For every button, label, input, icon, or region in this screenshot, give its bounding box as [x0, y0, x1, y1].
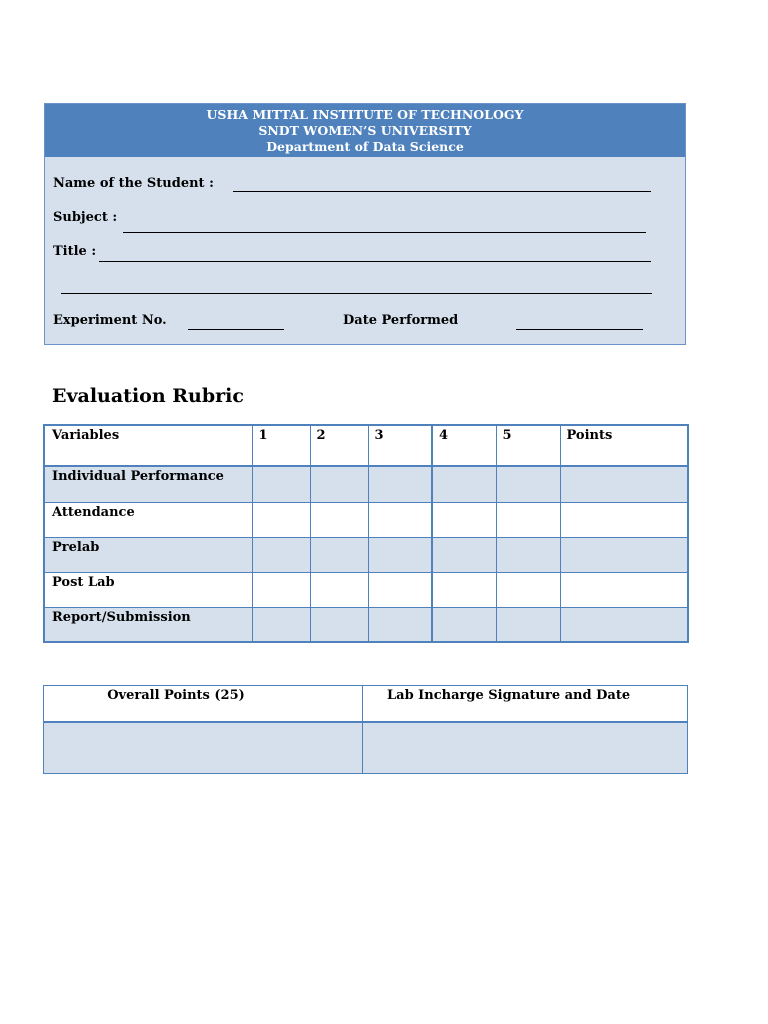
score-cell-4[interactable] [432, 502, 496, 537]
column-header-4: 4 [432, 425, 496, 466]
department-name: Department of Data Science [266, 139, 464, 154]
summary-value-row [44, 722, 688, 774]
rubric-row-individual-performance [44, 466, 688, 502]
row-label: Post Lab [44, 572, 252, 607]
lab-incharge-signature-header: Lab Incharge Signature and Date [363, 686, 688, 722]
overall-points-header: Overall Points (25) [44, 686, 363, 722]
row-label: Prelab [44, 537, 252, 572]
column-header-2: 2 [310, 425, 368, 466]
points-cell[interactable] [560, 537, 688, 572]
subject-field[interactable] [123, 232, 646, 233]
section-title: Evaluation Rubric [52, 385, 244, 407]
title-field-continued[interactable] [61, 293, 652, 294]
score-cell-2[interactable] [310, 466, 368, 502]
points-cell[interactable] [560, 466, 688, 502]
score-cell-1[interactable] [252, 607, 310, 642]
score-cell-5[interactable] [496, 466, 560, 502]
institution-header [45, 104, 685, 157]
score-cell-4[interactable] [432, 466, 496, 502]
score-cell-5[interactable] [496, 502, 560, 537]
score-cell-5[interactable] [496, 572, 560, 607]
date-performed-field[interactable] [516, 329, 643, 330]
score-cell-4[interactable] [432, 537, 496, 572]
score-cell-3[interactable] [368, 537, 432, 572]
score-cell-1[interactable] [252, 537, 310, 572]
column-header-3: 3 [368, 425, 432, 466]
score-cell-2[interactable] [310, 502, 368, 537]
column-header-1: 1 [252, 425, 310, 466]
student-name-field[interactable] [233, 191, 651, 192]
score-cell-3[interactable] [368, 502, 432, 537]
column-header-variables: Variables [44, 425, 252, 466]
score-cell-4[interactable] [432, 607, 496, 642]
points-cell[interactable] [560, 607, 688, 642]
score-cell-1[interactable] [252, 466, 310, 502]
score-cell-3[interactable] [368, 607, 432, 642]
summary-table [43, 685, 688, 774]
score-cell-2[interactable] [310, 572, 368, 607]
summary-header-row [44, 686, 688, 722]
rubric-header-row [44, 425, 688, 466]
title-field[interactable] [99, 261, 651, 262]
score-cell-1[interactable] [252, 572, 310, 607]
score-cell-5[interactable] [496, 607, 560, 642]
row-label: Attendance [44, 502, 252, 537]
score-cell-1[interactable] [252, 502, 310, 537]
score-cell-3[interactable] [368, 466, 432, 502]
date-performed-label: Date Performed [343, 313, 459, 328]
row-label: Individual Performance [44, 466, 252, 502]
score-cell-2[interactable] [310, 607, 368, 642]
title-label: Title : [53, 244, 97, 259]
column-header-points: Points [560, 425, 688, 466]
score-cell-5[interactable] [496, 537, 560, 572]
institute-name: USHA MITTAL INSTITUTE OF TECHNOLOGY [206, 107, 524, 122]
rubric-row-post-lab [44, 572, 688, 607]
student-name-label: Name of the Student : [53, 176, 214, 191]
experiment-no-label: Experiment No. [53, 313, 167, 328]
rubric-row-attendance [44, 502, 688, 537]
experiment-no-field[interactable] [188, 329, 284, 330]
score-cell-2[interactable] [310, 537, 368, 572]
points-cell[interactable] [560, 572, 688, 607]
subject-label: Subject : [53, 210, 118, 225]
rubric-row-prelab [44, 537, 688, 572]
row-label: Report/Submission [44, 607, 252, 642]
column-header-5: 5 [496, 425, 560, 466]
university-name: SNDT WOMEN’S UNIVERSITY [258, 123, 472, 138]
overall-points-cell[interactable] [44, 722, 363, 774]
lab-incharge-signature-cell[interactable] [363, 722, 688, 774]
score-cell-3[interactable] [368, 572, 432, 607]
score-cell-4[interactable] [432, 572, 496, 607]
rubric-row-report-submission [44, 607, 688, 642]
student-info-box [44, 103, 686, 345]
points-cell[interactable] [560, 502, 688, 537]
evaluation-rubric-table [43, 424, 689, 643]
